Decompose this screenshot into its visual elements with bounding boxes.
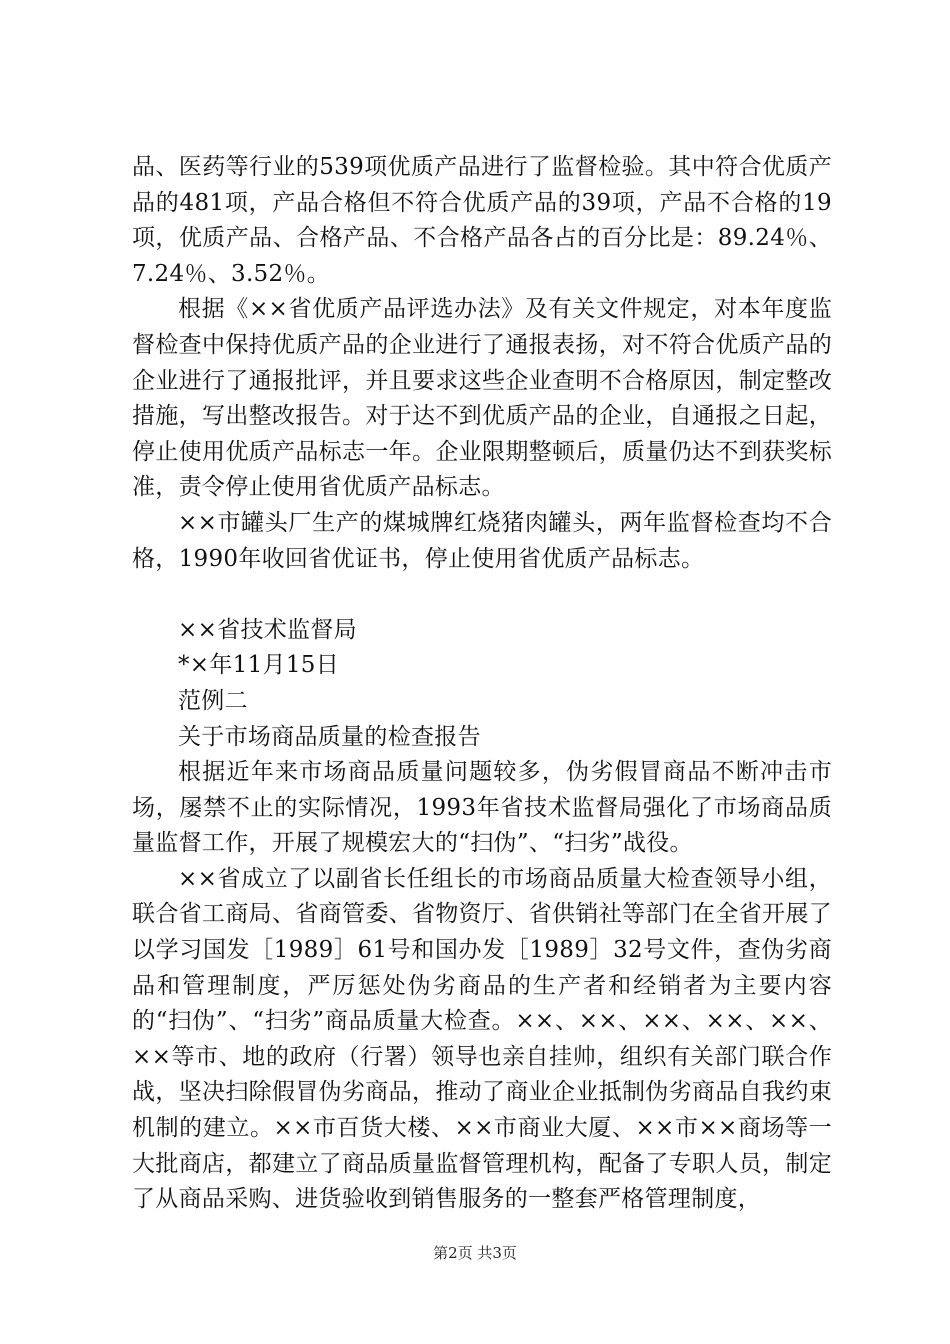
blank-line bbox=[132, 577, 832, 613]
paragraph-background: 根据近年来市场商品质量问题较多，伪劣假冒商品不断冲击市场，屡禁不止的实际情况，1993年省技术监督局强化了市场商品质量监督工作，开展了规模宏大的“扫伪”、“扫劣”战役。 bbox=[132, 759, 832, 857]
paragraph-continued: 品、医药等行业的539项优质产品进行了监督检验。其中符合优质产品的481项，产品合格但不符合优质产品的39项，产品不合格的19项，优质产品、合格产品、不合格产品各占的百分比是：89.24％、7.24％、3.52％。 bbox=[132, 154, 832, 287]
example-heading: 范例二 bbox=[178, 687, 248, 714]
report-title: 关于市场商品质量的检查报告 bbox=[178, 723, 481, 750]
paragraph-regulation: 根据《××省优质产品评选办法》及有关文件规定，对本年度监督检查中保持优质产品的企业进行了通报表扬，对不符合优质产品的企业进行了通报批评，并且要求这些企业查明不合格原因，制定整改措施，写出整改报告。对于达不到优质产品的企业，自通报之日起，停止使用优质产品标志一年。企业限期整顿后，质量仍达不到获奖标准，责令停止使用省优质产品标志。 bbox=[132, 296, 832, 501]
paragraph-cannery: ××市罐头厂生产的煤城牌红烧猪肉罐头，两年监督检查均不合格，1990年收回省优证书，停止使用省优质产品标志。 bbox=[132, 509, 832, 572]
signature-date: *×年11月15日 bbox=[178, 652, 340, 679]
paragraph-inspection: ××省成立了以副省长任组长的市场商品质量大检查领导小组，联合省工商局、省商管委、省物资厅、省供销社等部门在全省开展了以学习国发［1989］61号和国办发［1989］32号文件，查伪劣商品和管理制度，严厉惩处伪劣商品的生产者和经销者为主要内容的“扫伪”、“扫劣”商品质量大检查。××、××、××、××、××、××等市、地的政府（行署）领导也亲自挂帅，组织有关部门联合作战，坚决扫除假冒伪劣商品，推动了商业企业抵制伪劣商品自我约束机制的建立。××市百货大楼、××市商业大厦、××市××商场等一大批商店，都建立了商品质量监督管理机构，配备了专职人员，制定了从商品采购、进货验收到销售服务的一整套严格管理制度， bbox=[132, 865, 832, 1213]
document-body bbox=[132, 150, 832, 1218]
page-footer: 第2页 共3页 bbox=[433, 1244, 517, 1262]
signature-org: ××省技术监督局 bbox=[178, 616, 357, 643]
